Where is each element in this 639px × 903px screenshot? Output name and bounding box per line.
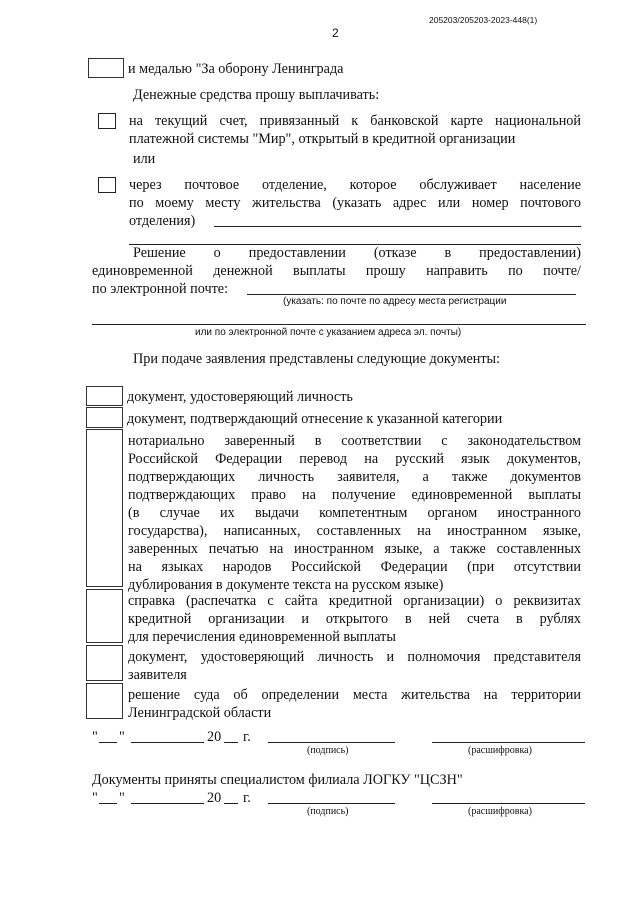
documents-heading: При подаче заявления представлены следующие документы: [133,351,501,367]
decision-address-field[interactable] [247,294,576,295]
or-label: или [133,151,156,167]
signature-field[interactable] [268,742,395,743]
date-month-field[interactable] [131,742,204,743]
card-option-line1: на текущий счет, привязанный к банковской карте национальной [129,113,581,129]
medal-text: и медалью "За оборону Ленинграда [128,61,344,77]
decision-address-field-2[interactable] [92,324,586,325]
doc3-line1: нотариально заверенный в соответствии с законодательством [128,433,581,449]
post-option-line1: через почтовое отделение, которое обслуживает население [129,177,581,193]
date-day-field[interactable] [99,742,117,743]
doc3-line3: подтверждающих личность заявителя, а также документов [128,469,581,485]
accepted-date-quote-close: " [119,790,125,806]
doc6-checkbox[interactable] [86,683,123,719]
doc3-checkbox[interactable] [86,429,123,587]
doc5-checkbox[interactable] [86,645,123,681]
accepted-signature-field[interactable] [268,803,395,804]
doc5-line2: заявителя [128,667,187,683]
doc1-checkbox[interactable] [86,386,123,406]
decision-hint1: (указать: по почте по адресу места регистрации [283,296,507,307]
decision-line2: единовременной денежной выплаты прошу направить по почте/ [92,263,581,279]
document-code: 205203/205203-2023-448(1) [429,15,538,25]
doc2-checkbox[interactable] [86,407,123,428]
doc1-text: документ, удостоверяющий личность [127,389,353,405]
doc3-line4: подтверждающих право на получение единовременной выплаты [128,487,581,503]
signature-hint: (подпись) [307,745,349,756]
accepted-date-year-suffix: г. [243,790,251,806]
name-decode-hint: (расшифровка) [468,745,532,756]
doc4-line2: кредитной организации и открытого в ней счета в рублях [128,611,581,627]
doc5-line1: документ, удостоверяющий личность и полномочия представителя [128,649,581,665]
doc3-line9: дублирования в документе текста на русском языке) [128,577,444,593]
name-decode-field[interactable] [432,742,585,743]
doc2-text: документ, подтверждающий отнесение к указанной категории [127,411,503,427]
accepted-name-decode-field[interactable] [432,803,585,804]
payment-heading: Денежные средства прошу выплачивать: [133,87,380,103]
accepted-date-quote-open: " [92,790,98,806]
doc3-line6: государства), написанных, составленных на иностранном языке, [128,523,581,539]
doc3-line2: Российской Федерации перевод на русский язык документов, [128,451,581,467]
page-number: 2 [332,26,339,40]
post-option-checkbox[interactable] [98,177,116,193]
doc4-line1: справка (распечатка с сайта кредитной организации) о реквизитах [128,593,581,609]
doc3-line7: заверенных печатью на иностранном языке, а также составленных [128,541,581,557]
accepted-name-decode-hint: (расшифровка) [468,806,532,817]
decision-line3: по электронной почте: [92,281,229,297]
date-year-prefix: 20 [207,729,222,745]
accepted-date-month-field[interactable] [131,803,204,804]
accepted-signature-hint: (подпись) [307,806,349,817]
date-year-field[interactable] [224,742,238,743]
card-option-line2: платежной системы "Мир", открытый в кредитной организации [129,131,516,147]
doc6-line2: Ленинградской области [128,705,272,721]
accepted-text: Документы приняты специалистом филиала ЛОГКУ "ЦСЗН" [92,772,463,788]
post-address-field[interactable] [214,226,581,227]
accepted-date-day-field[interactable] [99,803,117,804]
card-option-checkbox[interactable] [98,113,116,129]
doc6-line1: решение суда об определении места жительства на территории [128,687,581,703]
decision-line1: Решение о предоставлении (отказе в предоставлении) [133,245,581,261]
date-quote-open: " [92,729,98,745]
date-quote-close: " [119,729,125,745]
medal-checkbox[interactable] [88,58,124,78]
doc4-checkbox[interactable] [86,589,123,643]
decision-hint2: или по электронной почте с указанием адреса эл. почты) [195,327,462,338]
doc3-line5: (в случае их выдачи компетентным органом иностранного [128,505,581,521]
post-option-line3: отделения) [129,213,196,229]
post-option-line2: по моему месту жительства (указать адрес или номер почтового [129,195,581,211]
accepted-date-year-prefix: 20 [207,790,222,806]
accepted-date-year-field[interactable] [224,803,238,804]
doc4-line3: для перечисления единовременной выплаты [128,629,396,645]
date-year-suffix: г. [243,729,251,745]
doc3-line8: на языках народов Российской Федерации (при отсутствии [128,559,581,575]
